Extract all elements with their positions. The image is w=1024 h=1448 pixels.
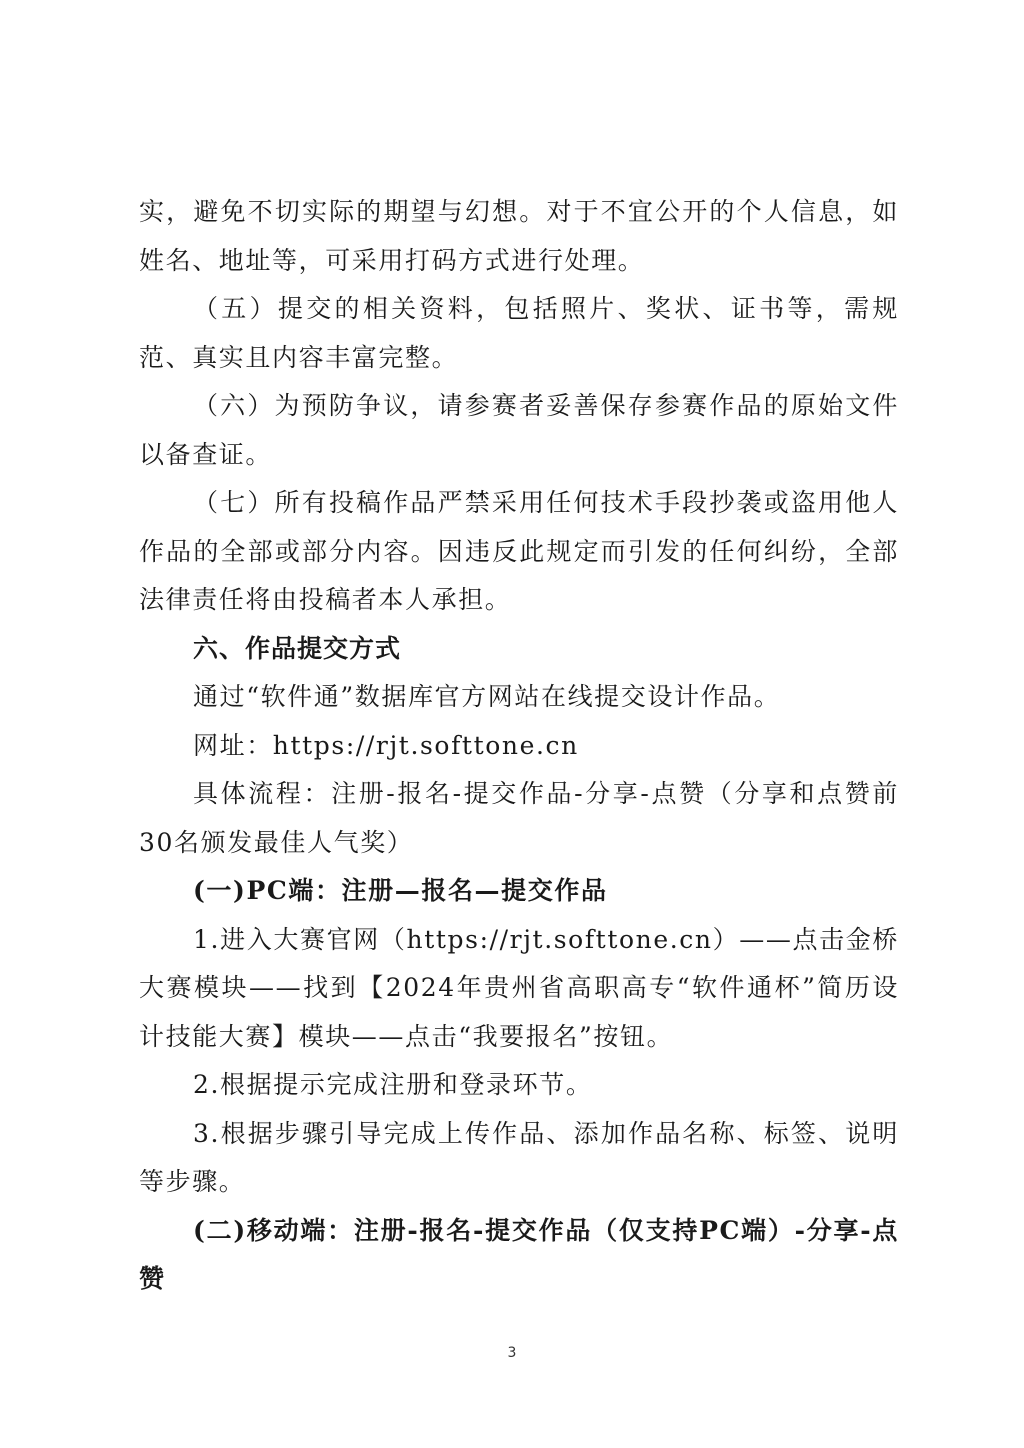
paragraph-step-2: 2.根据提示完成注册和登录环节。	[193, 1070, 593, 1099]
paragraph-step-1: 1.进入大赛官网（https://rjt.softtone.cn）——点击金桥大赛模块——找到【2024年贵州省高职高专“软件通杯”简历设计技能大赛】模块——点击“我要报名”按钮。	[139, 924, 899, 1051]
page-number: 3	[507, 1345, 517, 1361]
paragraph-item-seven: （七）所有投稿作品严禁采用任何技术手段抄袭或盗用他人作品的全部或部分内容。因违反此规定而引发的任何纠纷，全部法律责任将由投稿者本人承担。	[139, 488, 899, 614]
subheading-pc: (一)PC端：注册—报名—提交作品	[193, 876, 608, 905]
paragraph-item-six: （六）为预防争议，请参赛者妥善保存参赛作品的原始文件以备查证。	[139, 391, 899, 469]
section-heading-submission: 六、作品提交方式	[193, 633, 402, 663]
paragraph-continued: 实，避免不切实际的期望与幻想。对于不宜公开的个人信息，如姓名、地址等，可采用打码方式进行处理。	[139, 197, 899, 275]
paragraph-item-five: （五）提交的相关资料，包括照片、奖状、证书等，需规范、真实且内容丰富完整。	[139, 294, 899, 372]
document-body	[139, 188, 899, 1304]
paragraph-step-3: 3.根据步骤引导完成上传作品、添加作品名称、标签、说明等步骤。	[139, 1118, 899, 1196]
paragraph-process: 具体流程：注册-报名-提交作品-分享-点赞（分享和点赞前30名颁发最佳人气奖）	[139, 779, 899, 857]
paragraph-submit-online: 通过“软件通”数据库官方网站在线提交设计作品。	[193, 682, 781, 711]
paragraph-website: 网址：https://rjt.softtone.cn	[193, 730, 579, 760]
subheading-mobile: (二)移动端：注册-报名-提交作品（仅支持PC端）-分享-点赞	[139, 1215, 899, 1293]
